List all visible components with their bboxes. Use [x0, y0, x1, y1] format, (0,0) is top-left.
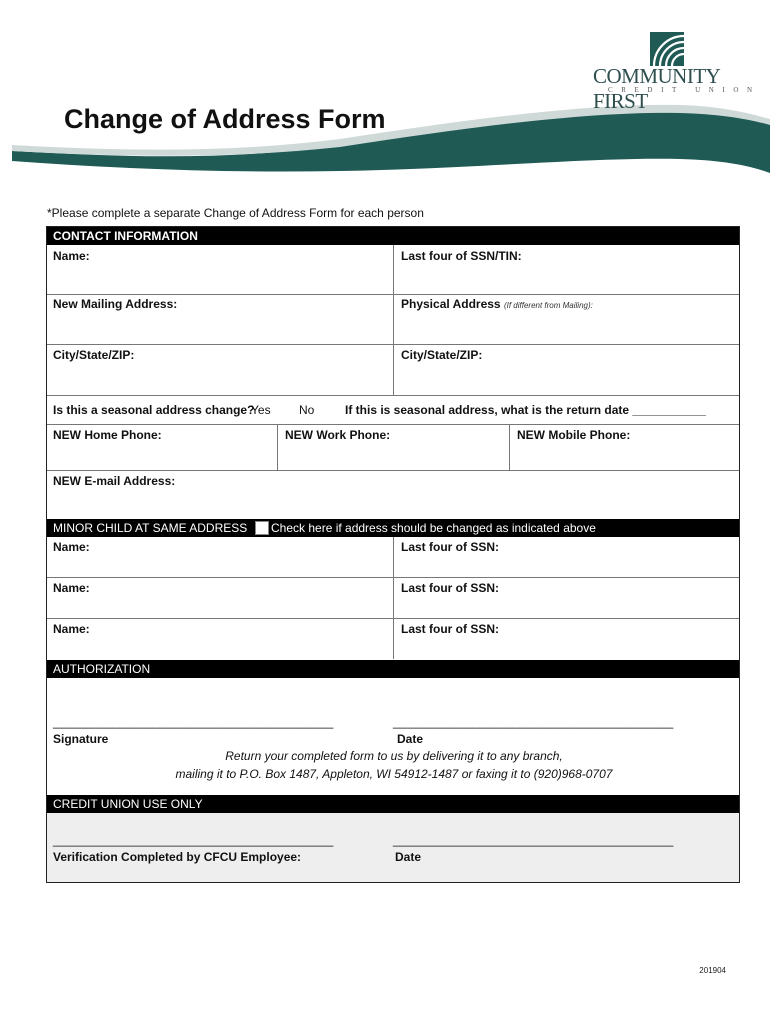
- column-divider: [277, 424, 278, 470]
- physical-city-state-zip-label: City/State/ZIP:: [401, 348, 483, 362]
- work-phone-field[interactable]: [285, 443, 503, 467]
- mailing-address-field[interactable]: [53, 313, 383, 341]
- minor-address-checkbox[interactable]: [255, 521, 269, 535]
- logo-name: COMMUNITY FIRST: [593, 64, 720, 113]
- verification-line[interactable]: __________________________________________: [53, 833, 334, 847]
- instruction-note: *Please complete a separate Change of Address Form for each person: [47, 206, 424, 220]
- city-state-zip-field[interactable]: [53, 363, 383, 391]
- row-divider: [47, 618, 739, 619]
- minor-ssn-label: Last four of SSN:: [401, 540, 499, 554]
- minor-address-check-label: Check here if address should be changed as indicated above: [271, 521, 596, 535]
- form-revision-code: 201904: [699, 966, 726, 975]
- column-divider: [509, 424, 510, 470]
- authorization-date-line[interactable]: __________________________________________: [393, 715, 674, 729]
- physical-address-note: (If different from Mailing):: [503, 301, 593, 310]
- contact-information-header: CONTACT INFORMATION: [47, 227, 739, 245]
- home-phone-field[interactable]: [53, 443, 271, 467]
- return-instructions-line-2: mailing it to P.O. Box 1487, Appleton, WI 54912-1487 or faxing it to (920)968-0707: [175, 767, 613, 781]
- return-date-label: If this is seasonal address, what is the return date ___________: [345, 403, 706, 417]
- city-state-zip-label: City/State/ZIP:: [53, 348, 135, 362]
- seasonal-no-option[interactable]: No: [299, 403, 315, 417]
- physical-city-state-zip-field[interactable]: [401, 363, 731, 391]
- verification-label: Verification Completed by CFCU Employee:: [53, 850, 302, 864]
- minor-name-label: Name:: [53, 581, 90, 595]
- cu-date-line[interactable]: __________________________________________: [393, 833, 674, 847]
- minor-ssn-field[interactable]: [401, 637, 731, 657]
- row-divider: [47, 424, 739, 425]
- minor-ssn-label: Last four of SSN:: [401, 581, 499, 595]
- row-divider: [47, 294, 739, 295]
- credit-union-logo-icon: [650, 32, 684, 66]
- column-divider: [393, 245, 394, 395]
- home-phone-label: NEW Home Phone:: [53, 428, 162, 442]
- name-field[interactable]: [53, 263, 383, 291]
- return-instructions-line-1: Return your completed form to us by delivering it to any branch,: [225, 749, 563, 763]
- physical-address-label: Physical Address (If different from Mailing):: [401, 297, 593, 311]
- minor-ssn-field[interactable]: [401, 555, 731, 575]
- seasonal-yes-option[interactable]: Yes: [251, 403, 271, 417]
- seasonal-question: Is this a seasonal address change?: [53, 403, 255, 417]
- signature-line[interactable]: __________________________________________: [53, 715, 334, 729]
- minor-ssn-field[interactable]: [401, 596, 731, 616]
- signature-label: Signature: [53, 732, 109, 746]
- ssn-tin-label: Last four of SSN/TIN:: [401, 249, 522, 263]
- email-field[interactable]: [53, 489, 733, 515]
- work-phone-label: NEW Work Phone:: [285, 428, 391, 442]
- minor-name-field[interactable]: [53, 555, 383, 575]
- authorization-date-label: Date: [397, 732, 424, 746]
- ssn-tin-field[interactable]: [401, 263, 731, 291]
- address-form: [46, 226, 740, 883]
- physical-address-field[interactable]: [401, 313, 731, 341]
- column-divider: [393, 537, 394, 659]
- row-divider: [47, 395, 739, 396]
- row-divider: [47, 577, 739, 578]
- minor-child-title: MINOR CHILD AT SAME ADDRESS: [53, 521, 248, 535]
- logo-subtitle: CREDIT UNION: [608, 86, 761, 94]
- mobile-phone-label: NEW Mobile Phone:: [517, 428, 631, 442]
- name-label: Name:: [53, 249, 90, 263]
- minor-ssn-label: Last four of SSN:: [401, 622, 499, 636]
- row-divider: [47, 470, 739, 471]
- page-title: Change of Address Form: [64, 104, 386, 134]
- credit-union-use-header: CREDIT UNION USE ONLY: [47, 795, 739, 813]
- mobile-phone-field[interactable]: [517, 443, 735, 467]
- credit-union-use-area: [47, 813, 739, 882]
- minor-name-label: Name:: [53, 540, 90, 554]
- minor-name-field[interactable]: [53, 637, 383, 657]
- email-label: NEW E-mail Address:: [53, 474, 176, 488]
- minor-name-label: Name:: [53, 622, 90, 636]
- cu-date-label: Date: [395, 850, 422, 864]
- authorization-header: AUTHORIZATION: [47, 660, 739, 678]
- mailing-address-label: New Mailing Address:: [53, 297, 178, 311]
- row-divider: [47, 344, 739, 345]
- minor-name-field[interactable]: [53, 596, 383, 616]
